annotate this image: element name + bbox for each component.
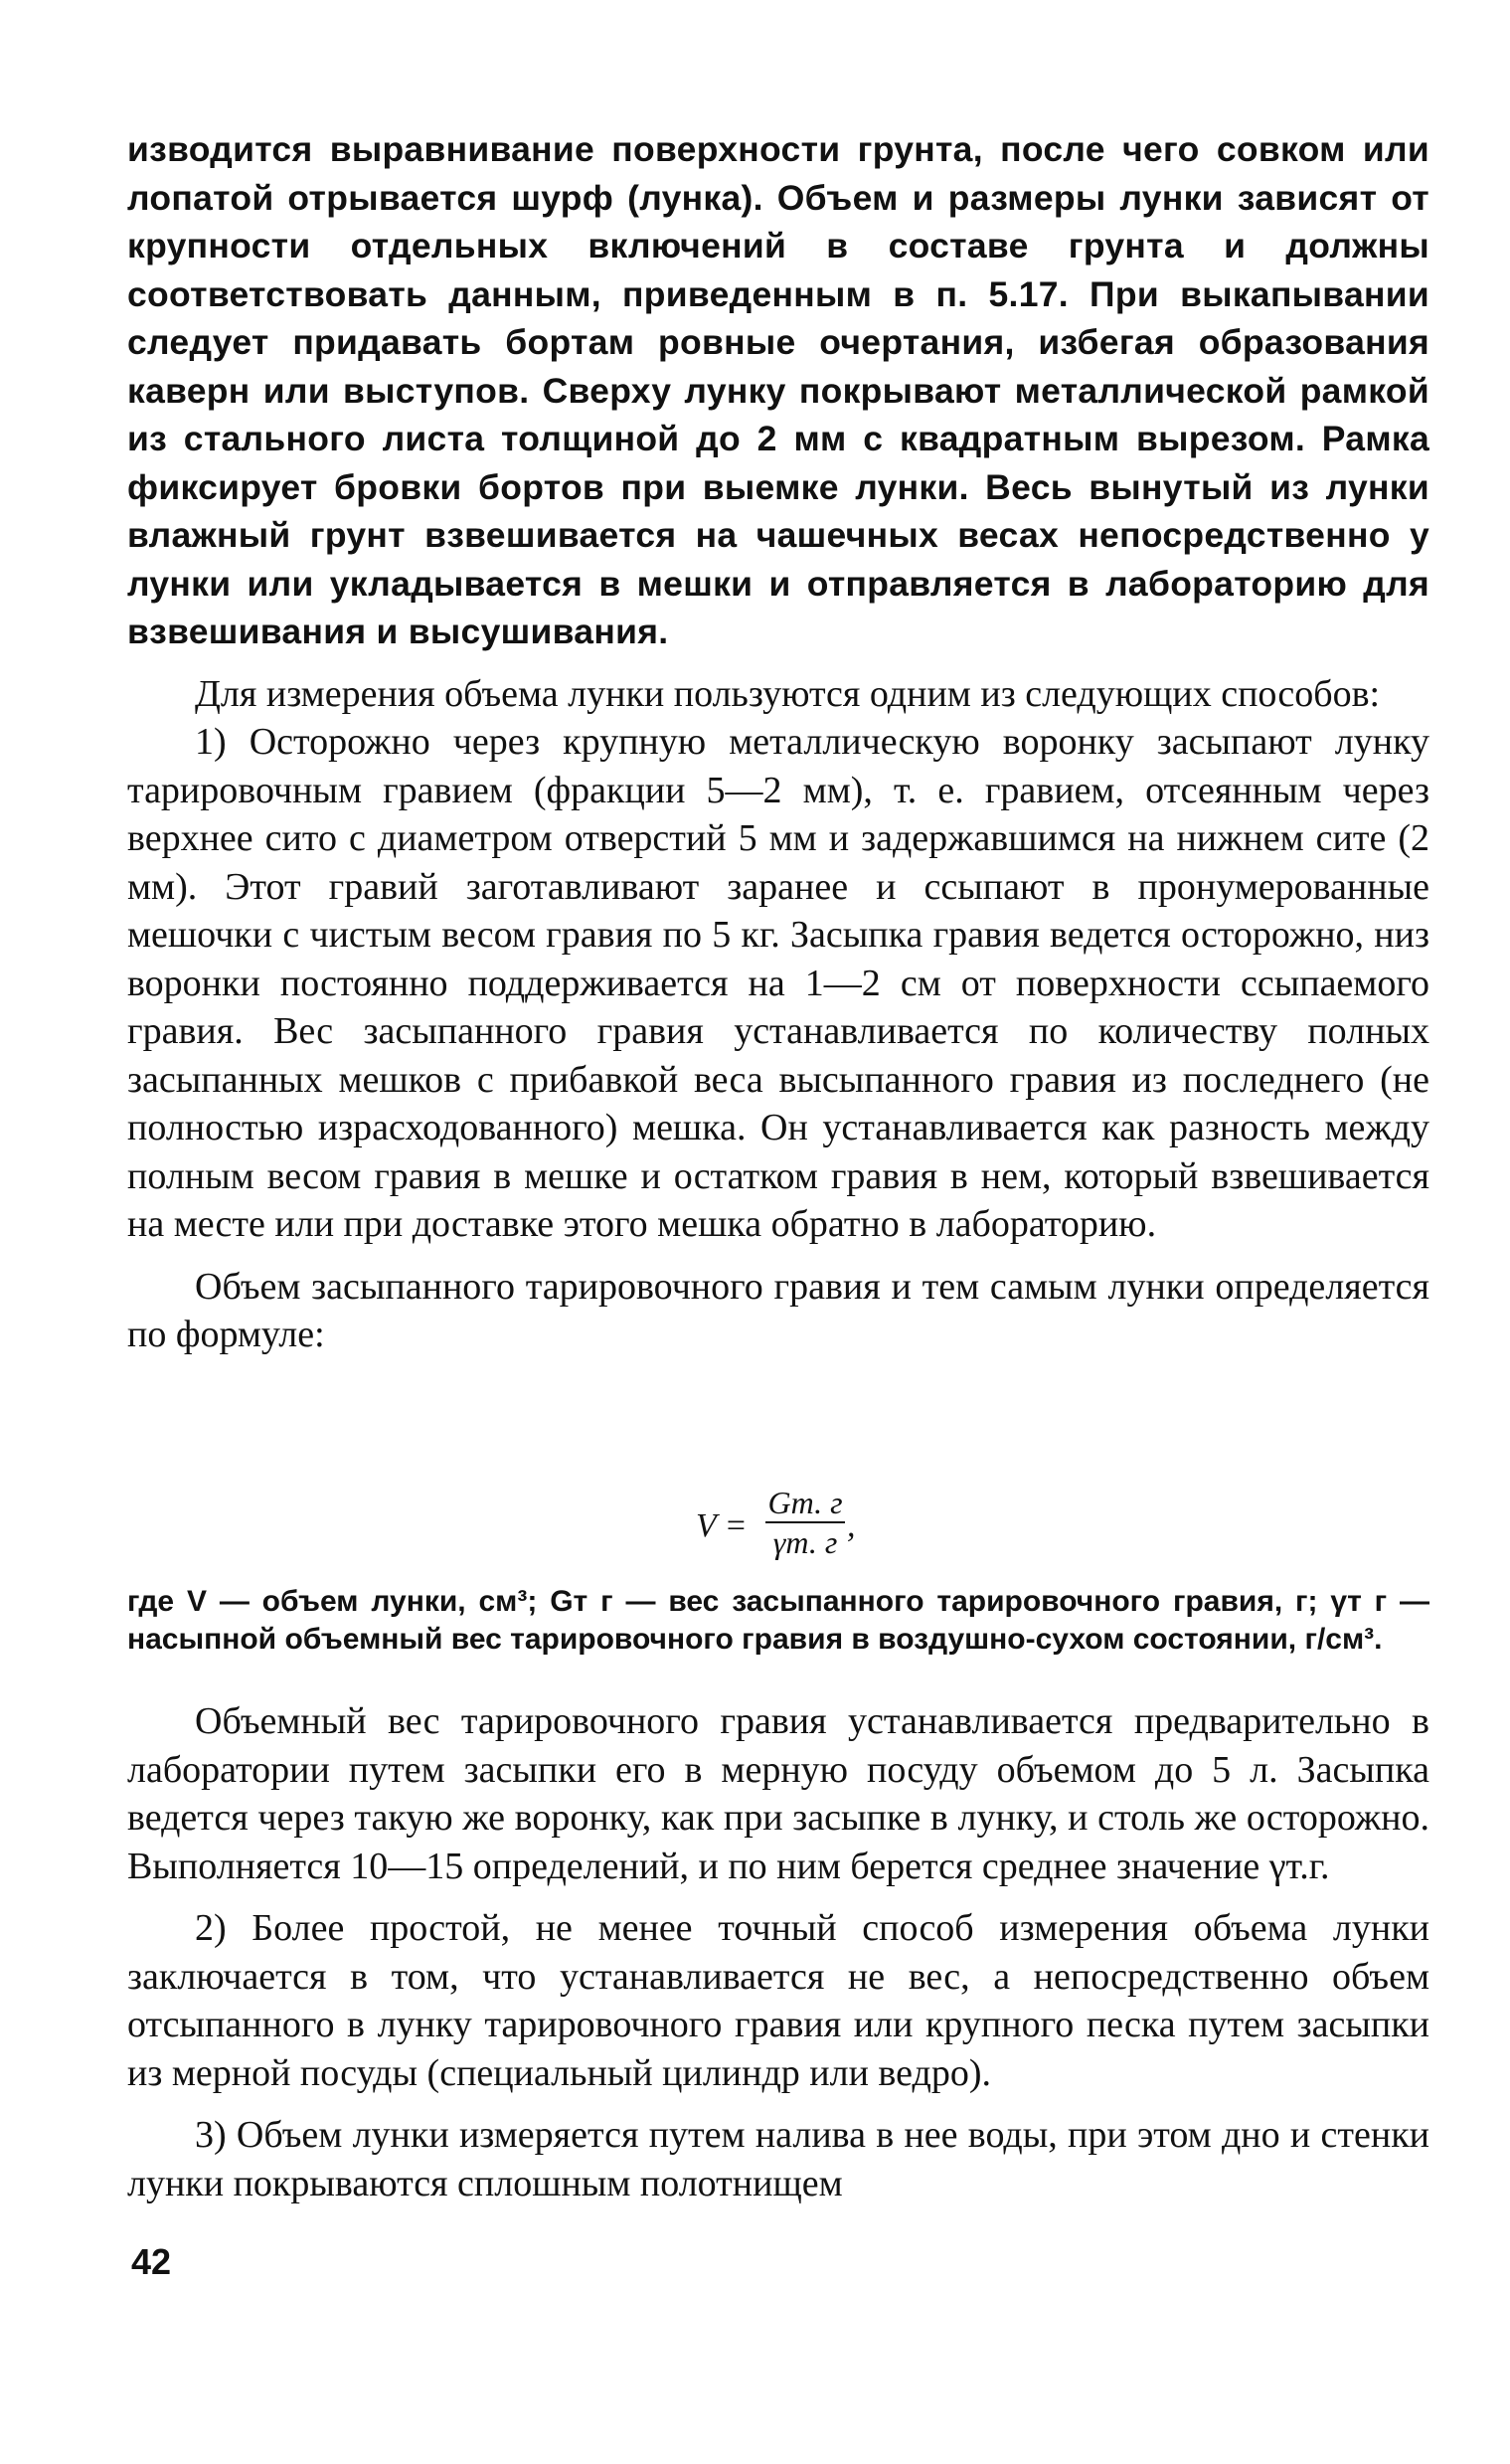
formula-denominator: γт. г [772,1524,838,1560]
page-number: 42 [131,2241,172,2282]
paragraph-method-3: 3) Объем лунки измеряется путем налива в нее воды, при этом дно и стенки лунки покрываются сплошным полотнищем [127,2114,1429,2204]
formula-comma: , [847,1507,856,1544]
paragraph-method-1: 1) Осторожно через крупную металлическую воронку засыпают лунку тарировочным гравием (фракции 5—2 мм), т. е. гравием, отсеянным через верхнее сито с диаметром отверстий 5 мм и задержавшимся на нижнем сите (2 мм). Этот гравий заготавливают заранее и ссыпают в пронумерованные мешочки с чистым весом гравия по 5 кг. Засыпка гравия ведется осторожно, низ воронки постоянно поддерживается на 1—2 см от поверхности ссыпаемого гравия. Вес засыпанного гравия устанавливается по количеству полных засыпанных мешков с прибавкой веса высыпанного гравия из последнего (не полностью израсходованного) мешка. Он устанавливается как разность между полным весом гравия в мешке и остатком гравия в нем, который взвешивается на месте или при доставке этого мешка обратно в лабораторию. [127,721,1429,1245]
paragraph-method-2: 2) Более простой, не менее точный способ измерения объема лунки заключается в том, что устанавливается не вес, а непосредственно объем отсыпанного в лунку тарировочного гравия или крупного песка путем засыпки из мерной посуды (специальный цилиндр или ведро). [127,1907,1429,2094]
formula-variables-note: где V — объем лунки, см³; Gт г — вес засыпанного тарировочного гравия, г; γт г — насыпной объемный вес тарировочного гравия в воздушно-сухом состоянии, г/см³. [127,1585,1429,1656]
formula-fraction [765,1484,845,1561]
formula-numerator: Gт. г [765,1484,845,1523]
text-column-top [127,125,1429,1359]
paragraph-continuation: изводится выравнивание поверхности грунта, после чего совком или лопатой отрывается шурф (лунка). Объем и размеры лунки зависят от крупности отдельных включений в составе грунта и должны соответствовать данным, приведенным в п. 5.17. При выкапывании следует придавать бортам ровные очертания, избегая образования каверн или выступов. Сверху лунку покрывают металлической рамкой из стального листа толщиной до 2 мм с квадратным вырезом. Рамка фиксирует бровки бортов при выемке лунки. Весь вынутый из лунки влажный грунт взвешивается на чашечных весах непосредственно у лунки или укладывается в мешки и отправляется в лабораторию для взвешивания и высушивания. [127,129,1429,651]
formula-legend [127,1583,1429,1659]
formula-lhs: V = [696,1507,748,1544]
volume-formula [696,1484,895,1563]
paragraph-methods-intro: Для измерения объема лунки пользуются одним из следующих способов: [195,672,1381,715]
paragraph-formula-intro: Объем засыпанного тарировочного гравия и тем самым лунки определяется по формуле: [127,1265,1429,1355]
text-column-bottom [127,1697,1429,2207]
paragraph-volumetric-weight: Объемный вес тарировочного гравия устанавливается предварительно в лаборатории путем засыпки его в мерную посуду объемом до 5 л. Засыпка ведется через такую же воронку, как при засыпке в лунку, и столь же осторожно. Выполняется 10—15 определений, и по ним берется среднее значение γт.г. [127,1700,1429,1887]
